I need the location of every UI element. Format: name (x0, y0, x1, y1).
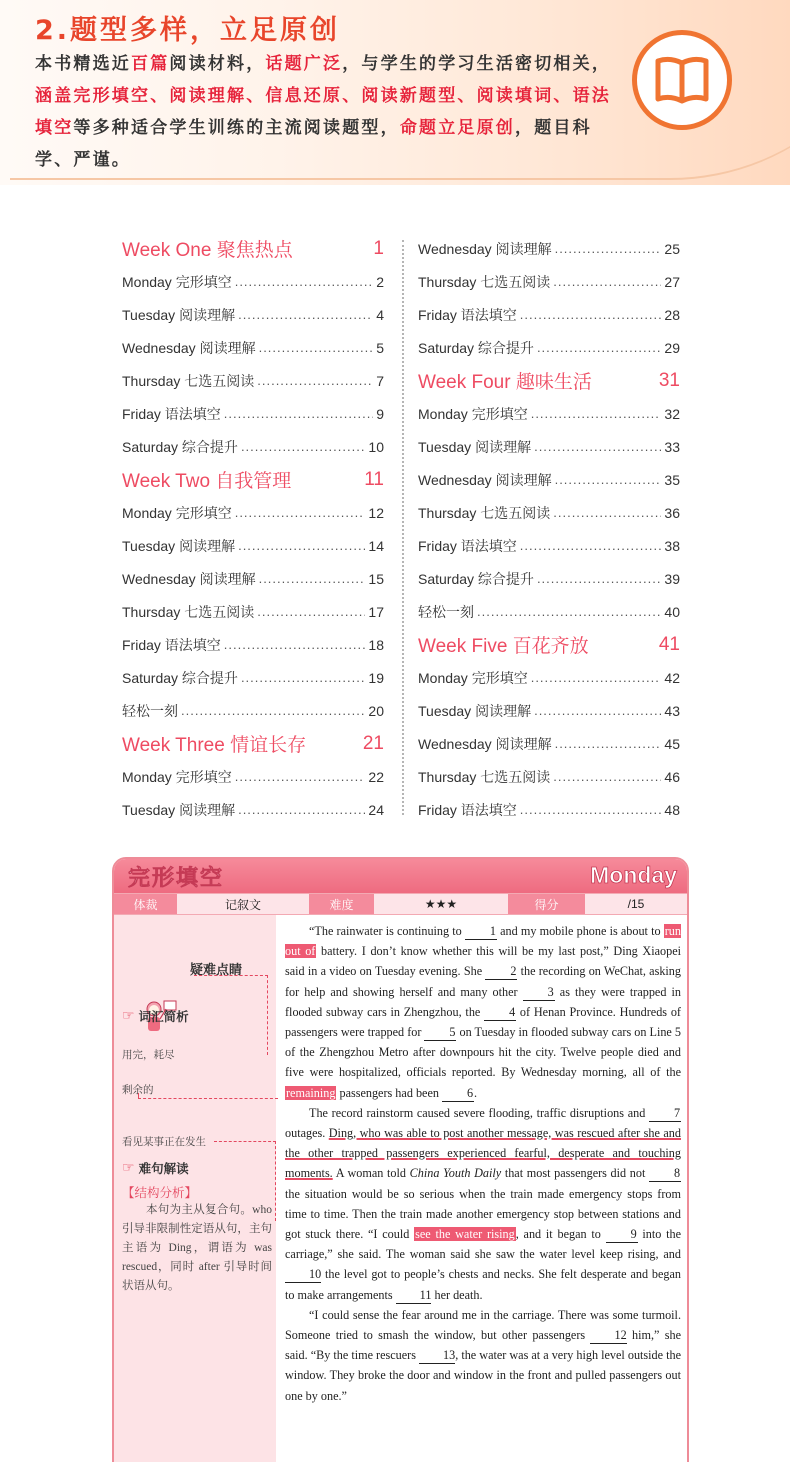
toc-entry[interactable] (122, 496, 384, 529)
toc-label: Saturday 综合提升 (122, 438, 238, 455)
toc-label: Tuesday 阅读理解 (418, 702, 532, 719)
passage-text: and my mobile phone is about to (496, 924, 664, 938)
toc-week-heading[interactable] (418, 628, 680, 661)
toc-leader-dots (531, 671, 662, 694)
banner-highlight: 百篇 (131, 54, 170, 74)
toc-page-number: 4 (376, 306, 384, 323)
toc-label: Friday 语法填空 (418, 537, 517, 554)
toc-entry[interactable] (122, 364, 384, 397)
toc-leader-dots (555, 242, 662, 265)
toc-entry[interactable] (418, 661, 680, 694)
toc-leader-dots (553, 275, 661, 298)
toc-leader-dots (520, 308, 662, 331)
cloze-blank: 2 (485, 964, 517, 980)
toc-entry[interactable] (418, 463, 680, 496)
toc-page-number: 14 (368, 537, 384, 554)
passage-text: him,” she said. “By the time rescuers (285, 1328, 682, 1363)
toc-entry[interactable] (418, 562, 680, 595)
toc-leader-dots (181, 704, 365, 727)
cloze-blank: 8 (649, 1166, 681, 1182)
passage-paragraph-2 (285, 1103, 681, 1305)
toc-label: Wednesday 阅读理解 (418, 735, 552, 752)
toc-entry[interactable] (122, 562, 384, 595)
banner-title: 2.题型多样，立足原创 (35, 15, 341, 46)
sentence-section (122, 1159, 189, 1177)
underlined-sentence: Ding, who was able to post another message, was rescued after she and the other trapped passengers experienced fearful, desperate and touching moments. (285, 1126, 681, 1181)
toc-week-heading[interactable] (122, 727, 384, 760)
connector-line (194, 975, 268, 1055)
section-day: Monday (590, 862, 677, 888)
toc-label: Friday 语法填空 (418, 306, 517, 323)
toc-label: Thursday 七选五阅读 (418, 504, 551, 521)
cloze-blank: 12 (590, 1328, 626, 1344)
toc-label: Friday 语法填空 (122, 405, 221, 422)
vocab-note-remaining: 剩余的 (122, 1084, 154, 1096)
toc-label: 轻松一刻 (418, 603, 474, 620)
passage-text: . (474, 1085, 478, 1100)
toc-page-number: 38 (664, 537, 680, 554)
toc-label: Monday 完形填空 (122, 273, 232, 290)
toc-page-number: 33 (664, 438, 680, 455)
toc-page-number: 28 (664, 306, 680, 323)
toc-page-number: 29 (664, 339, 680, 356)
passage-text: , the water was at a very high level outside the window. They broke the door and window in the front and pulled passengers out one by one.” (285, 1348, 681, 1403)
vocab-title: 词汇简析 (138, 1009, 189, 1024)
toc-leader-dots (241, 440, 365, 463)
score-value: /15 (585, 894, 687, 914)
toc-leader-dots (257, 374, 373, 397)
toc-page-number: 35 (664, 471, 680, 488)
toc-page-number: 48 (664, 801, 680, 818)
vocab-section (122, 1007, 189, 1025)
cloze-blank: 3 (523, 985, 555, 1001)
passage-text: the situation would be so serious when the train made emergency stops from time to time. Then the train made another emergency stop between stations and got stuck there. “I could (285, 1186, 681, 1242)
pointing-hand-icon: ☞ (122, 1008, 135, 1024)
toc-leader-dots (238, 803, 365, 826)
passage-text: into the carriage,” she said. The woman said she saw the water level keep rising, and (285, 1227, 682, 1262)
connector-line (138, 1093, 278, 1099)
banner-highlight: 命题立足原创 (399, 118, 516, 138)
toc-page-number: 39 (664, 570, 680, 587)
toc-page-number: 22 (368, 768, 384, 785)
toc-label: Week Two 自我管理 (122, 471, 292, 492)
passage-paragraph-3 (285, 1305, 681, 1406)
toc-page-number: 1 (373, 237, 384, 259)
passage-text: battery. I don’t know whether this will be my last post,” Ding Xiaopei said in a video on Tuesday evening. She (285, 944, 681, 979)
toc-page-number: 27 (664, 273, 680, 290)
toc-label: Friday 语法填空 (418, 801, 517, 818)
toc-page-number: 32 (664, 405, 680, 422)
toc-entry[interactable] (122, 793, 384, 826)
vocab-note-run-out: 用完，耗尽 (122, 1049, 175, 1061)
passage-text: , and it began to (515, 1227, 606, 1242)
toc-entry[interactable] (418, 430, 680, 463)
cloze-blank: 11 (396, 1288, 432, 1304)
toc-page-number: 15 (368, 570, 384, 587)
passage-text: the level got to people’s chests and necks. She felt desperate and began to make arrangements (285, 1267, 681, 1302)
toc-leader-dots (238, 308, 373, 331)
toc-entry[interactable] (418, 727, 680, 760)
toc-leader-dots (534, 704, 661, 727)
toc-page-number: 21 (362, 732, 384, 754)
toc-label: Saturday 综合提升 (122, 669, 238, 686)
toc-leader-dots (257, 605, 365, 628)
toc-entry[interactable] (122, 595, 384, 628)
passage-text: of Henan Province. Hundreds of passengers were trapped for (285, 1004, 681, 1040)
toc-leader-dots (235, 506, 366, 529)
toc-page-number: 43 (664, 702, 680, 719)
toc-label: Week Three 情谊长存 (122, 735, 307, 756)
toc-entry[interactable] (418, 331, 680, 364)
italic-title: China Youth Daily (409, 1166, 502, 1181)
toc-label: Wednesday 阅读理解 (122, 570, 256, 587)
toc-page-number: 41 (658, 633, 680, 655)
toc-label: Friday 语法填空 (122, 636, 221, 653)
sample-page (112, 857, 689, 1462)
toc-page-number: 46 (664, 768, 680, 785)
toc-label: Wednesday 阅读理解 (418, 240, 552, 257)
promo-banner (0, 0, 790, 185)
toc-page-number: 36 (664, 504, 680, 521)
passage-text: the recording on WeChat, asking for help and showing herself and many other (285, 964, 681, 999)
banner-text: 本书精选近 (35, 54, 131, 74)
toc-entry[interactable] (122, 529, 384, 562)
toc-week-heading[interactable] (122, 463, 384, 496)
toc-leader-dots (235, 275, 374, 298)
toc-leader-dots (534, 440, 661, 463)
toc-leader-dots (259, 341, 374, 364)
passage-text: A woman told (332, 1166, 410, 1181)
structure-body: 本句为主从复合句。who 引导非限制性定语从句，主句主语为 Ding，谓语为 was rescued，同时 after 引导时间状语从句。 (122, 1204, 272, 1292)
toc-leader-dots (520, 803, 662, 826)
toc-label: Saturday 综合提升 (418, 339, 534, 356)
toc-label: Monday 完形填空 (122, 768, 232, 785)
toc-entry[interactable] (122, 430, 384, 463)
toc-label: Tuesday 阅读理解 (122, 537, 236, 554)
passage-paragraph-1 (285, 921, 681, 1103)
toc-page-number: 25 (664, 240, 680, 257)
toc-page-number: 19 (368, 669, 384, 686)
toc-page-number: 42 (664, 669, 680, 686)
cloze-blank: 5 (424, 1025, 456, 1041)
toc-page-number: 7 (376, 372, 384, 389)
highlighted-phrase: remaining (286, 1085, 336, 1100)
toc-label: Monday 完形填空 (418, 405, 528, 422)
banner-text: 等多种适合学生训练的主流阅读题型， (73, 118, 400, 138)
toc-leader-dots (224, 407, 373, 430)
difficulty-key: 难度 (309, 894, 374, 914)
banner-highlight: 话题广泛 (265, 54, 343, 74)
toc-entry[interactable] (418, 760, 680, 793)
toc-leader-dots (553, 770, 661, 793)
open-book-icon (632, 30, 732, 130)
toc-page-number: 12 (368, 504, 384, 521)
section-category: 完形填空 (128, 866, 225, 891)
toc-leader-dots (537, 572, 661, 595)
toc-leader-dots (241, 671, 365, 694)
cloze-blank: 7 (649, 1106, 681, 1122)
toc-label: Wednesday 阅读理解 (418, 471, 552, 488)
toc-entry[interactable] (418, 496, 680, 529)
toc-leader-dots (238, 539, 365, 562)
toc-entry[interactable] (122, 694, 384, 727)
passage-text: outages. (285, 1126, 329, 1141)
toc-page-number: 17 (368, 603, 384, 620)
pointing-hand-icon: ☞ (122, 1160, 135, 1176)
toc-page-number: 10 (368, 438, 384, 455)
toc-label: Saturday 综合提升 (418, 570, 534, 587)
vocab-note-see-rising: 看见某事正在发生 (122, 1136, 206, 1148)
toc-week-heading[interactable] (418, 364, 680, 397)
toc-page-number: 11 (364, 468, 384, 490)
toc-entry[interactable] (418, 232, 680, 265)
highlighted-phrase: run out of (285, 924, 681, 959)
genre-key: 体裁 (114, 894, 177, 914)
toc-entry[interactable] (418, 595, 680, 628)
sample-header (114, 859, 687, 893)
banner-text: ，与学生的学习生活密切相关， (342, 54, 612, 74)
toc-label: 轻松一刻 (122, 702, 178, 719)
passage-text: her death. (431, 1287, 483, 1302)
genre-value: 记叙文 (177, 894, 309, 914)
toc-label: Monday 完形填空 (122, 504, 232, 521)
toc-leader-dots (555, 473, 662, 496)
toc-label: Week Five 百花齐放 (418, 636, 589, 657)
cloze-blank: 6 (442, 1086, 474, 1102)
passage-text: as they were trapped in flooded subway cars in Zhengzhou, the (285, 984, 681, 1019)
toc-entry[interactable] (122, 397, 384, 430)
banner-highlight: 涵盖完形填空、阅读理解、信息还原、阅读新题型、阅读填词、语法填空 (35, 86, 611, 138)
toc-leader-dots (224, 638, 366, 661)
toc-right-column (418, 232, 680, 826)
toc-entry[interactable] (122, 760, 384, 793)
info-row (114, 893, 687, 915)
toc-label: Tuesday 阅读理解 (122, 306, 236, 323)
toc-leader-dots (553, 506, 661, 529)
toc-leader-dots (537, 341, 661, 364)
toc-entry[interactable] (418, 694, 680, 727)
toc-entry[interactable] (122, 661, 384, 694)
toc-label: Thursday 七选五阅读 (122, 372, 255, 389)
toc-page-number: 20 (368, 702, 384, 719)
toc-leader-dots (259, 572, 366, 595)
passage-text: “The rainwater is continuing to (309, 924, 465, 938)
toc-entry[interactable] (122, 628, 384, 661)
toc-entry[interactable] (418, 793, 680, 826)
toc-leader-dots (555, 737, 662, 760)
toc-label: Thursday 七选五阅读 (418, 768, 551, 785)
toc-page-number: 2 (376, 273, 384, 290)
banner-description (35, 48, 615, 176)
cloze-blank: 9 (606, 1227, 638, 1243)
toc-page-number: 45 (664, 735, 680, 752)
toc-label: Thursday 七选五阅读 (122, 603, 255, 620)
toc-label: Tuesday 阅读理解 (418, 438, 532, 455)
passage-text: “I could sense the fear around me in the carriage. There was some turmoil. Someone tried to smash the window, but other passengers (285, 1307, 681, 1343)
tips-title: 疑难点睛 (190, 963, 243, 978)
cloze-blank: 4 (484, 1005, 516, 1021)
toc-week-heading[interactable] (122, 232, 384, 265)
highlighted-phrase: see the water rising (415, 1227, 515, 1242)
toc-leader-dots (520, 539, 662, 562)
difficulty-stars: ★★★ (374, 894, 508, 914)
toc-entry[interactable] (418, 298, 680, 331)
toc-label: Thursday 七选五阅读 (418, 273, 551, 290)
toc-entry[interactable] (122, 265, 384, 298)
structure-tag: 【结构分析】 (122, 1185, 198, 1200)
sentence-title: 难句解读 (138, 1161, 189, 1176)
toc-label: Week Four 趣味生活 (418, 372, 592, 393)
toc-divider (402, 240, 404, 815)
toc-label: Week One 聚焦热点 (122, 240, 293, 261)
connector-line (214, 1141, 276, 1221)
cloze-blank: 1 (465, 924, 497, 940)
toc-entry[interactable] (122, 331, 384, 364)
annotation-sidebar (114, 915, 276, 1462)
toc-entry[interactable] (418, 397, 680, 430)
passage-text: that most passengers did not (501, 1166, 650, 1181)
toc-entry[interactable] (418, 265, 680, 298)
banner-text: ，题目科学、严谨。 (35, 118, 592, 170)
passage-text: passengers had been (336, 1085, 443, 1100)
passage-text: on Tuesday in flooded subway cars on Line 5 of the Zhengzhou Metro after downpours hit the city. Twelve people died and five were hospitalized, officials reported. By Wednesday morning, all of the (285, 1025, 681, 1080)
toc-leader-dots (531, 407, 662, 430)
toc-leader-dots (477, 605, 661, 628)
toc-label: Monday 完形填空 (418, 669, 528, 686)
reading-passage (285, 921, 681, 1406)
toc-page-number: 24 (368, 801, 384, 818)
toc-page-number: 5 (376, 339, 384, 356)
cloze-blank: 13 (419, 1348, 455, 1364)
score-key: 得分 (508, 894, 585, 914)
passage-text: The record rainstorm caused severe flooding, traffic disruptions and (309, 1105, 649, 1120)
toc-page-number: 31 (658, 369, 680, 391)
toc-left-column (122, 232, 384, 826)
toc-entry[interactable] (418, 529, 680, 562)
table-of-contents (0, 232, 790, 827)
toc-page-number: 18 (368, 636, 384, 653)
toc-entry[interactable] (122, 298, 384, 331)
cloze-blank: 10 (285, 1267, 321, 1283)
toc-label: Wednesday 阅读理解 (122, 339, 256, 356)
toc-page-number: 9 (376, 405, 384, 422)
toc-page-number: 40 (664, 603, 680, 620)
banner-text: 阅读材料， (169, 54, 266, 74)
toc-label: Tuesday 阅读理解 (122, 801, 236, 818)
toc-leader-dots (235, 770, 366, 793)
